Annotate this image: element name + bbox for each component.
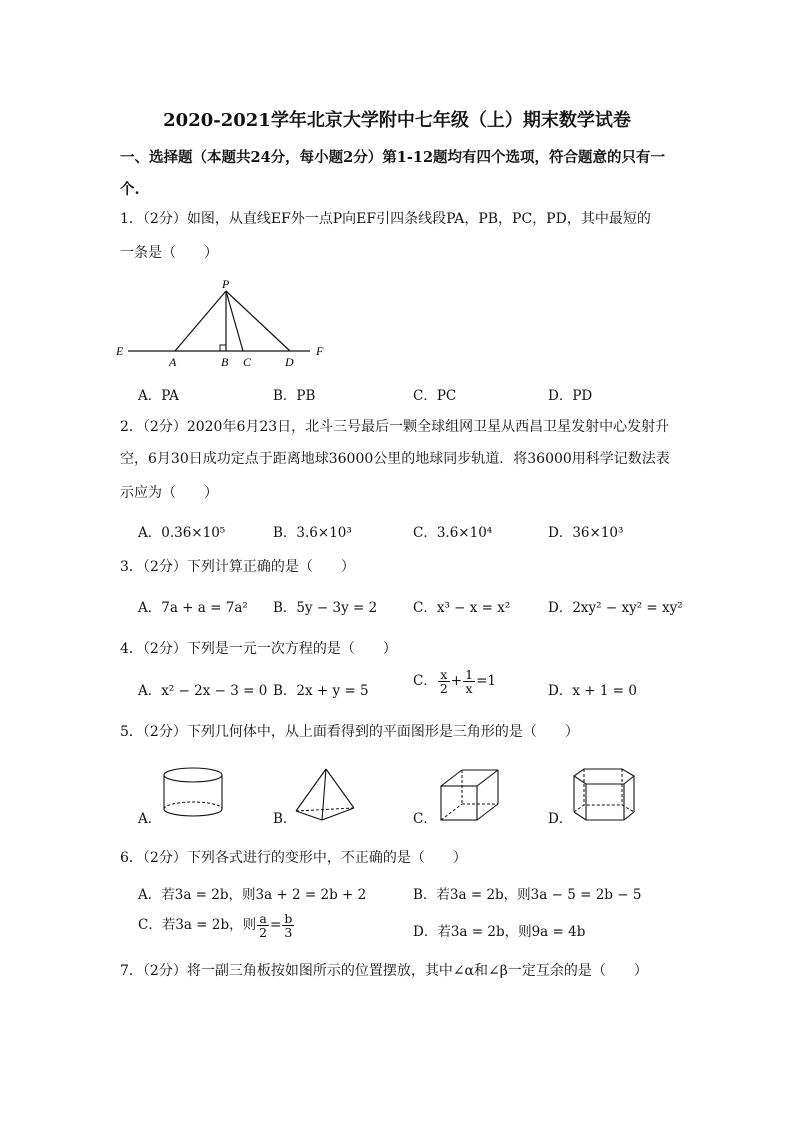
q4-option-a: A．x² − 2x − 3 = 0 (138, 683, 268, 699)
frac-numerator: 1 (465, 667, 474, 682)
q6-option-b: B．若3a = 2b，则3a − 5 = 2b − 5 (413, 887, 642, 903)
label-e: E (116, 344, 124, 358)
label-f: F (316, 344, 324, 358)
section-header-line1: 一、选择题（本题共24分，每小题2分）第1-12题均有四个选项，符合题意的只有一 (120, 149, 666, 166)
q1-option-b: B．PB (273, 388, 316, 404)
q4-option-c-prefix: C． (413, 673, 437, 690)
cylinder-figure (160, 765, 226, 823)
q6-option-a: A．若3a = 2b，则3a + 2 = 2b + 2 (138, 887, 367, 903)
q4-option-c (413, 668, 496, 695)
q2-option-c: C．3.6×10⁴ (413, 525, 493, 541)
q3-stem: 3．（2分）下列计算正确的是（ ） (120, 559, 355, 575)
q6-frac-b-over-3 (282, 912, 294, 939)
q1-figure (112, 274, 342, 374)
frac-denominator: 2 (259, 925, 268, 941)
label-b: B (221, 355, 229, 369)
segment-pc (226, 291, 243, 351)
label-p: P (222, 277, 230, 291)
q2-stem-line1: 2．（2分）2020年6月23日，北斗三号最后一颗全球组网卫星从西昌卫星发射中心发射升 (120, 419, 670, 435)
q4-frac-1-over-x (463, 668, 475, 695)
q4-frac-x-over-2 (438, 668, 450, 695)
q2-option-d: D．36×10³ (548, 525, 624, 541)
cube-figure (438, 767, 502, 823)
frac-numerator: a (257, 912, 269, 926)
q6-frac-a-over-2 (257, 912, 269, 939)
page-title: 2020-2021学年北京大学附中七年级（上）期末数学试卷 (163, 110, 631, 131)
section-header-line2: 个. (120, 181, 140, 198)
q6-option-d: D．若3a = 2b，则9a = 4b (413, 924, 586, 940)
q5-option-a-letter: A． (138, 811, 162, 827)
q7-stem: 7．（2分）将一副三角板按如图所示的位置摆放，其中∠α和∠β一定互余的是（ ） (120, 963, 648, 979)
frac-denominator: x (465, 681, 473, 697)
q6-stem: 6．（2分）下列各式进行的变形中，不正确的是（ ） (120, 850, 467, 866)
q2-stem-line2: 空，6月30日成功定点于距离地球36000公里的地球同步轨道．将36000用科学记数法表 (120, 451, 670, 467)
equals-one: =1 (476, 673, 496, 690)
q2-option-a: A．0.36×10⁵ (138, 525, 226, 541)
equals-sign: = (270, 917, 282, 934)
q1-stem-line1: 1．（2分）如图，从直线EF外一点P向EF引四条线段PA，PB，PC，PD，其中最短的 (120, 211, 651, 227)
q5-option-b-letter: B． (273, 811, 297, 827)
q4-option-b: B．2x + y = 5 (273, 683, 369, 699)
label-d: D (285, 355, 294, 369)
q3-option-d: D．2xy² − xy² = xy² (548, 600, 683, 616)
q1-stem-line2: 一条是（ ） (120, 245, 218, 261)
q6-option-c-prefix: C．若3a = 2b，则 (138, 917, 257, 934)
q4-stem: 4．（2分）下列是一元一次方程的是（ ） (120, 641, 397, 657)
q1-option-d: D．PD (548, 388, 593, 404)
label-a: A (169, 355, 177, 369)
segment-pa (175, 291, 226, 351)
frac-numerator: x (438, 668, 450, 682)
frac-denominator: 2 (439, 681, 448, 697)
q4-option-d: D．x + 1 = 0 (548, 683, 637, 699)
pyramid-figure (292, 766, 358, 824)
q1-option-c: C．PC (413, 388, 457, 404)
q5-option-c-letter: C． (413, 811, 437, 827)
plus-sign: + (450, 673, 463, 690)
hexagonal-prism-figure (570, 763, 640, 825)
segment-pd (226, 291, 290, 351)
frac-denominator: 3 (284, 925, 293, 941)
q1-option-a: A．PA (138, 388, 179, 404)
q5-option-d-letter: D． (548, 811, 573, 827)
q2-stem-line3: 示应为（ ） (120, 485, 218, 501)
q6-option-c (138, 912, 295, 939)
q3-option-a: A．7a + a = 7a² (138, 600, 248, 616)
q3-option-c: C．x³ − x = x² (413, 600, 511, 616)
frac-numerator: b (284, 911, 293, 926)
q2-option-b: B．3.6×10³ (273, 525, 352, 541)
right-angle-mark (220, 345, 226, 351)
q3-option-b: B．5y − 3y = 2 (273, 600, 378, 616)
label-c: C (243, 355, 252, 369)
q5-stem: 5．（2分）下列几何体中，从上面看得到的平面图形是三角形的是（ ） (120, 724, 579, 740)
